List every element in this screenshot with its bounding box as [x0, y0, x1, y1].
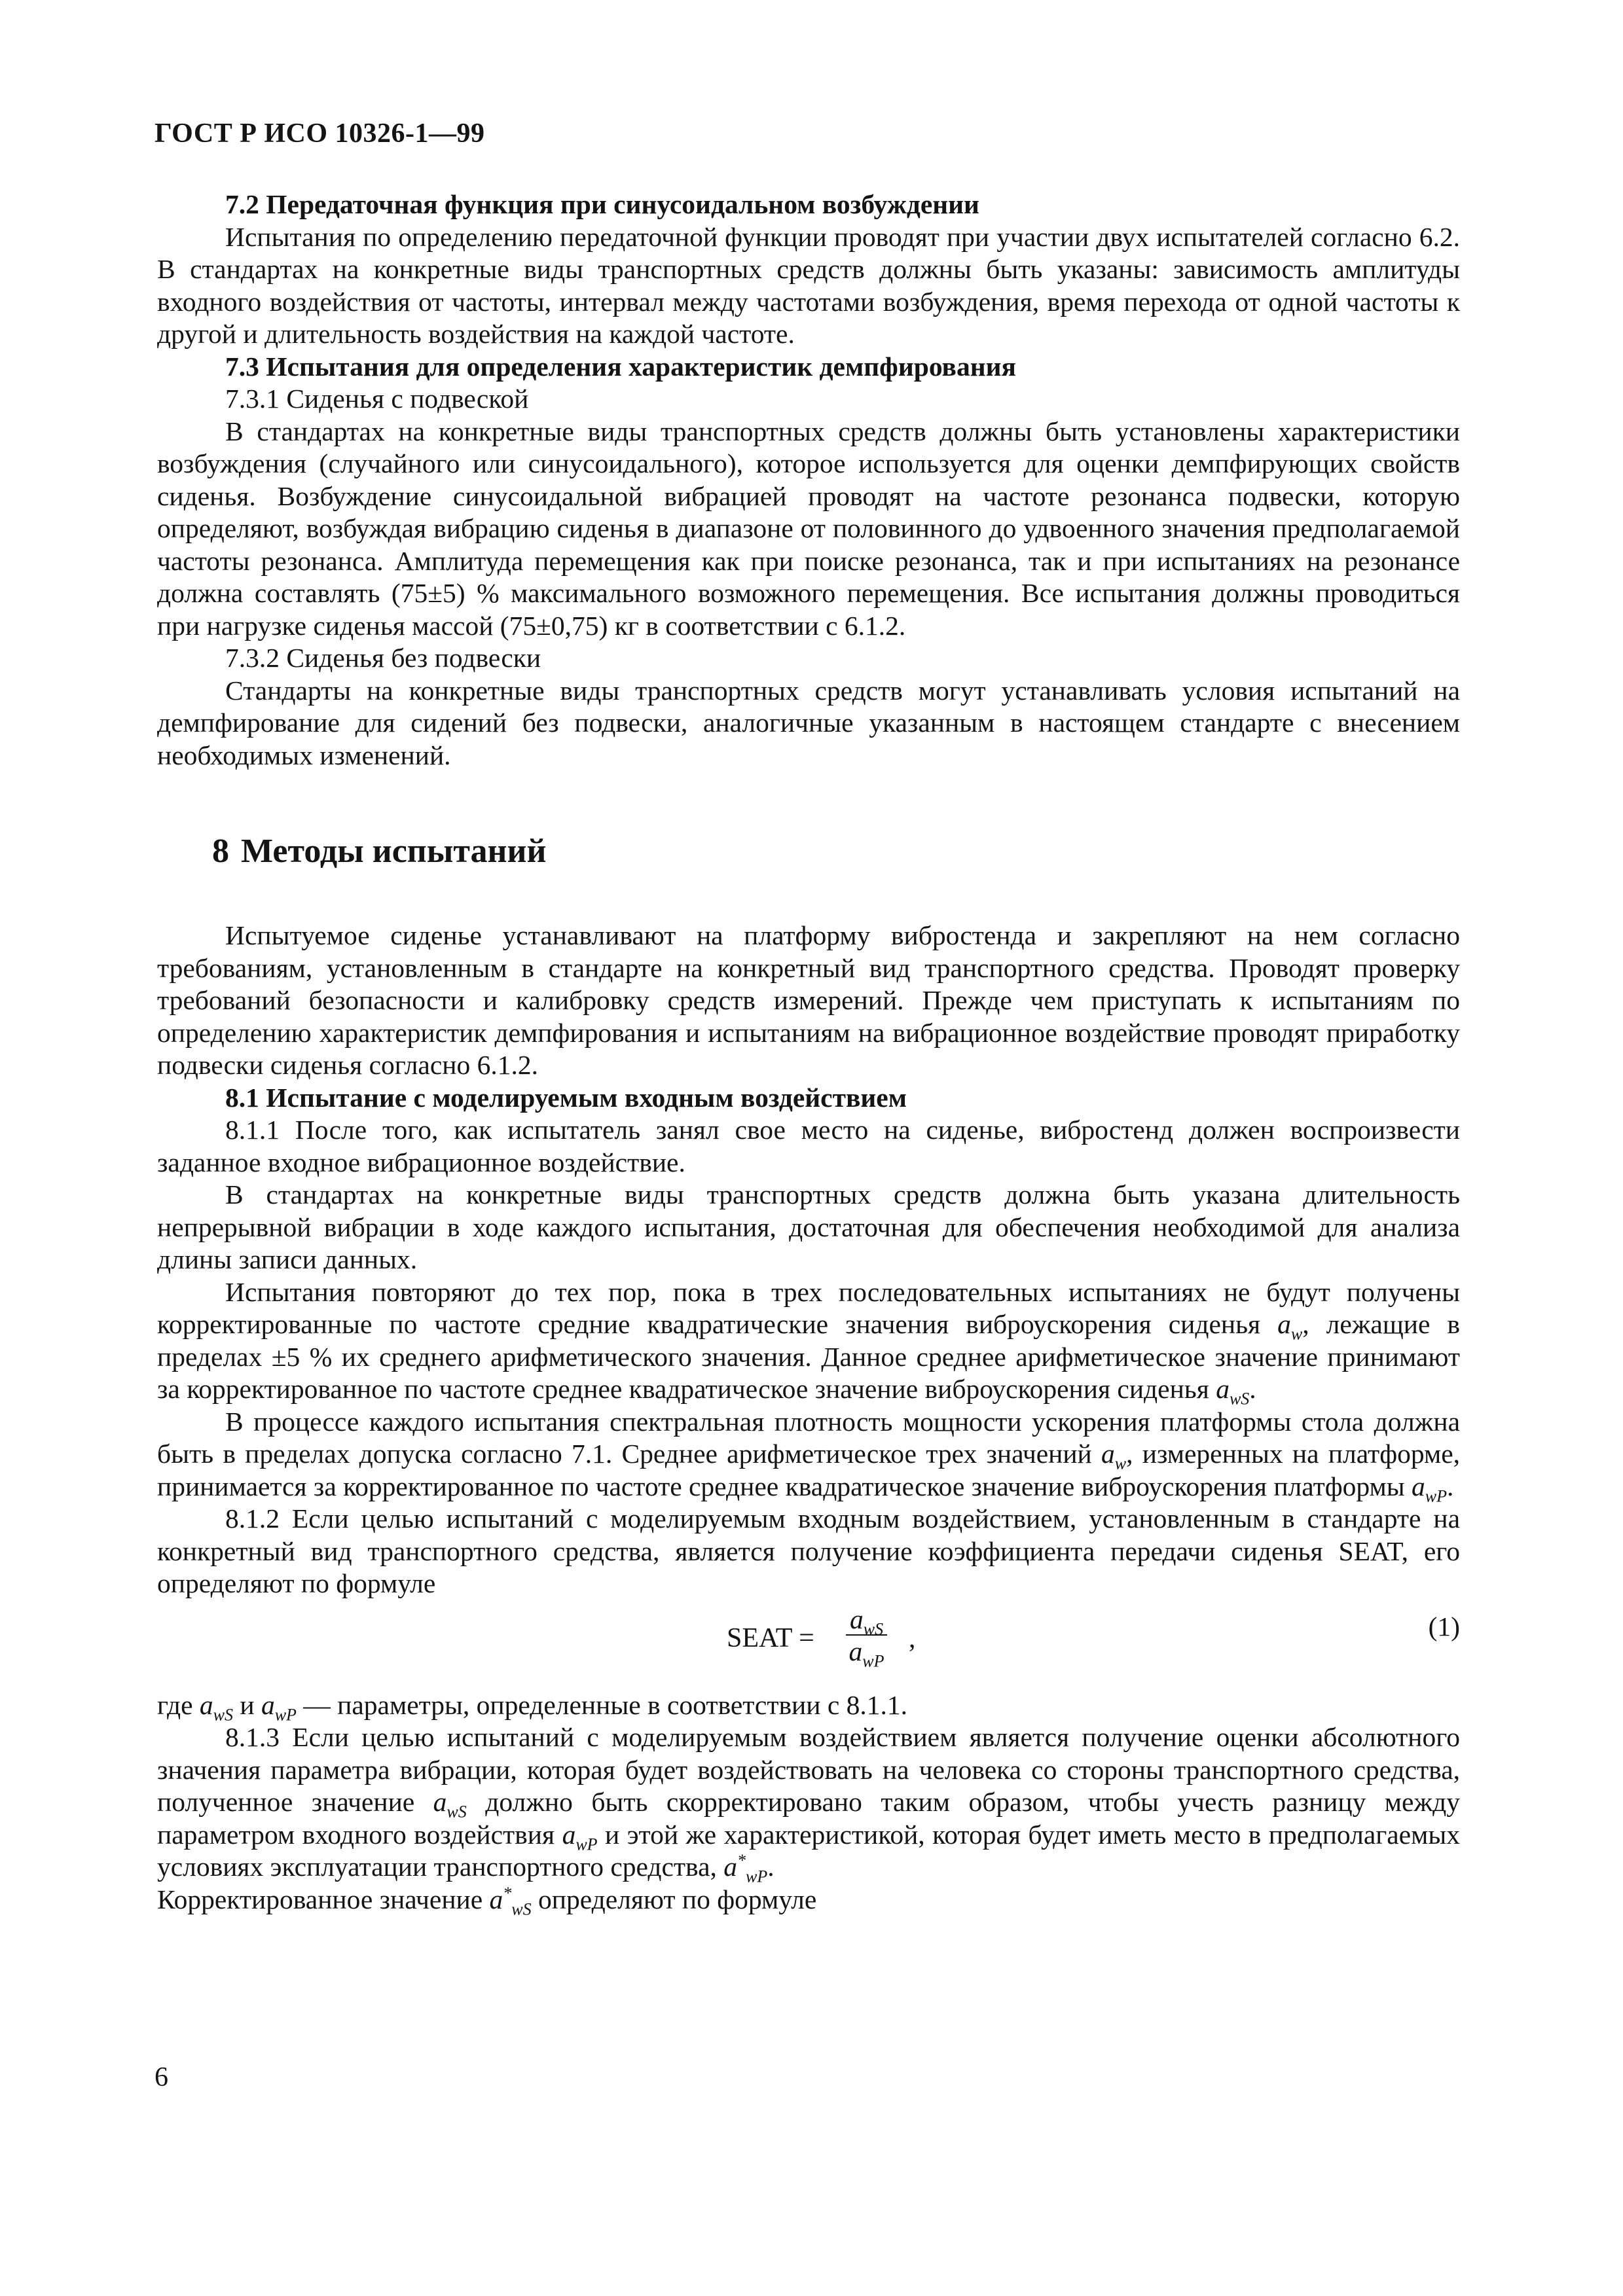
text-run: .: [1249, 1374, 1256, 1404]
formula-denominator: [846, 1636, 887, 1670]
text-run: .: [1447, 1471, 1454, 1501]
var-a-ws: [433, 1787, 467, 1821]
var-subscript: w: [1290, 1324, 1303, 1344]
var-subscript: wS: [511, 1899, 532, 1918]
document-body: [157, 188, 1460, 1916]
text-run: , лежащие в пределах ±5 % их среднего арифметического значения. Данное среднее арифметическое значение принимают за корректированное по частоте среднее квадратическое значение виброускорения сиденья: [157, 1309, 1461, 1404]
var-a-w: [1101, 1439, 1127, 1473]
section-8-1-3-corrected-paragraph: [157, 1884, 1460, 1916]
text-run: — параметры, определенные в соответствии с 8.1.1.: [296, 1689, 908, 1720]
text-run: В процессе каждого испытания спектральная плотность мощности ускорения платформы стола должна быть в пределах допуска согласно 7.1. Среднее арифметическое трех значений: [157, 1406, 1460, 1469]
section-7-2-number: 7.2: [225, 189, 259, 219]
formula-numerator: [846, 1604, 887, 1636]
var-a-ws: [1216, 1374, 1250, 1408]
section-8-1-1-platform-paragraph: [157, 1406, 1460, 1503]
text-run: определяют по формуле: [531, 1884, 817, 1914]
section-8-1-number: 8.1: [225, 1082, 259, 1113]
var-a-wp-star: [723, 1851, 768, 1886]
var-subscript: wS: [863, 1619, 884, 1638]
var-symbol: a: [1216, 1374, 1230, 1404]
section-7-3-title: Испытания для определения характеристик демпфирования: [266, 351, 1016, 382]
section-7-3-2-heading: 7.3.2 Сиденья без подвески: [225, 643, 541, 673]
text-run: Испытания повторяют до тех пор, пока в трех последовательных испытаниях не будут получены корректированные по частоте средние квадратические значения виброускорения сиденья: [157, 1276, 1460, 1339]
var-superscript: *: [737, 1851, 746, 1871]
formula-1: [157, 1603, 1460, 1681]
var-symbol: a: [1412, 1471, 1425, 1501]
formula-comma: ,: [909, 1623, 916, 1653]
var-a-w: [1277, 1309, 1303, 1344]
text-run: где: [157, 1689, 200, 1720]
formula-where-paragraph: [157, 1689, 1460, 1722]
section-8-intro: Испытуемое сиденье устанавливают на платформу вибростенда и закрепляют на нем согласно требованиям, установленным в стандарте на конкретный вид транспортного средства. Проводят проверку требований безопасности и калибровку средств измерений. Прежде чем приступать к испытаниям по определению характеристик демпфирования и испытаниям на вибрационное воздействие проводят приработку подвески сиденья согласно 6.1.2.: [157, 920, 1460, 1080]
section-8-heading: [212, 832, 1460, 871]
var-superscript: *: [503, 1883, 512, 1903]
var-a-wp: [1412, 1471, 1448, 1505]
section-8-1-title: Испытание с моделируемым входным воздействием: [266, 1082, 907, 1113]
section-7-3-number: 7.3: [225, 351, 259, 382]
var-symbol: a: [850, 1604, 864, 1634]
text-run: Корректированное значение: [157, 1884, 490, 1914]
var-symbol: a: [1277, 1309, 1291, 1339]
section-8-1-1-duration-paragraph: В стандартах на конкретные виды транспортных средств должна быть указана длительность непрерывной вибрации в ходе каждого испытания, достаточная для обеспечения необходимой для анализа длины записи данных.: [157, 1179, 1460, 1274]
section-7-3-1-paragraph: В стандартах на конкретные виды транспортных средств должны быть установлены характеристики возбуждения (случайного или синусоидального), которое используется для оценки демпфирующих свойств сиденья. Возбуждение синусоидальной вибрацией проводят на частоте резонанса подвески, которую определяют, возбуждая вибрацию сиденья в диапазоне от половинного до удвоенного значения предполагаемой частоты резонанса. Амплитуда перемещения как при поиске резонанса, так и при испытаниях на резонансе должна составлять (75±5) % максимального возможного перемещения. Все испытания должны проводиться при нагрузке сиденья массой (75±0,75) кг в соответствии с 6.1.2.: [157, 416, 1460, 641]
section-8-title: Методы испытаний: [241, 833, 547, 870]
section-7-2-paragraph: Испытания по определению передаточной функции проводят при участии двух испытателей согласно 6.2. В стандартах на конкретные виды транспортных средств должны быть указаны: зависимость амплитуды входного воздействия от частоты, интервал между частотами возбуждения, время перехода от одной частоты к другой и длительность воздействия на каждой частоте.: [157, 221, 1460, 349]
var-symbol: a: [261, 1689, 275, 1720]
var-a-wp: [261, 1689, 297, 1724]
text-run: 8.1.3 Если целью испытаний с моделируемым воздействием является получение оценки абсолютного значения параметра вибрации, которая будет воздействовать на человека со стороны транспортного средства, полученное значение: [157, 1722, 1460, 1817]
text-run: , измеренных на платформе, принимается за корректированное по частоте среднее квадратическое значение виброускорения платформы: [157, 1439, 1461, 1501]
section-8-number: 8: [212, 833, 229, 870]
var-subscript: wP: [274, 1704, 297, 1724]
section-7-2-heading: [157, 188, 1460, 221]
section-7-2-title: Передаточная функция при синусоидальном возбуждении: [266, 189, 979, 219]
text-run: и: [232, 1689, 261, 1720]
formula-number: (1): [1428, 1611, 1460, 1641]
var-symbol: a: [848, 1636, 863, 1666]
var-subscript: wS: [1229, 1389, 1250, 1408]
var-symbol: a: [1101, 1439, 1115, 1469]
section-8-1-3-paragraph: [157, 1721, 1460, 1884]
var-symbol: a: [433, 1787, 447, 1817]
var-symbol: a: [489, 1884, 503, 1914]
page-number: 6: [155, 2062, 168, 2092]
var-a-ws-star: [489, 1883, 532, 1918]
text-run: .: [767, 1852, 775, 1882]
section-8-1-2-paragraph: 8.1.2 Если целью испытаний с моделируемым входным воздействием, установленным в стандарте на конкретный вид транспортного средства, является получение коэффициента передачи сиденья SEAT, его определяют по формуле: [157, 1503, 1460, 1598]
var-a-ws: [199, 1689, 233, 1724]
document-header: ГОСТ Р ИСО 10326-1—99: [155, 118, 485, 149]
section-8-1-1-repeat-paragraph: [157, 1276, 1460, 1406]
var-subscript: wP: [746, 1867, 768, 1886]
section-7-3-1-heading: 7.3.1 Сиденья с подвеской: [225, 384, 529, 414]
var-subscript: w: [1114, 1454, 1127, 1473]
section-8-1-1-paragraph: 8.1.1 После того, как испытатель занял свое место на сиденье, вибростенд должен воспроизвести заданное входное вибрационное воздействие.: [157, 1115, 1460, 1177]
formula-lhs: SEAT =: [727, 1623, 814, 1653]
var-a-wp: [562, 1819, 598, 1854]
var-subscript: wS: [447, 1802, 467, 1821]
text-run: и этой же характеристикой, которая будет иметь место в предполагаемых условиях эксплуатации транспортного средства,: [157, 1819, 1460, 1882]
var-subscript: wP: [575, 1834, 598, 1854]
var-subscript: wP: [1425, 1486, 1448, 1505]
section-7-3-2-paragraph: Стандарты на конкретные виды транспортных средств могут устанавливать условия испытаний на демпфирование для сидений без подвески, аналогичные указанным в настоящем стандарте с внесением необходимых изменений.: [157, 675, 1460, 770]
var-symbol: a: [199, 1689, 213, 1720]
formula-fraction: [846, 1604, 887, 1670]
var-symbol: a: [723, 1852, 738, 1882]
section-8-1-heading: [157, 1082, 1460, 1115]
section-7-3-heading: [157, 351, 1460, 384]
var-symbol: a: [562, 1819, 576, 1850]
text-run: должно быть скорректировано таким образом, чтобы учесть разницу между параметром входного воздействия: [157, 1787, 1460, 1850]
var-subscript: wP: [862, 1651, 884, 1670]
var-subscript: wS: [213, 1704, 233, 1724]
